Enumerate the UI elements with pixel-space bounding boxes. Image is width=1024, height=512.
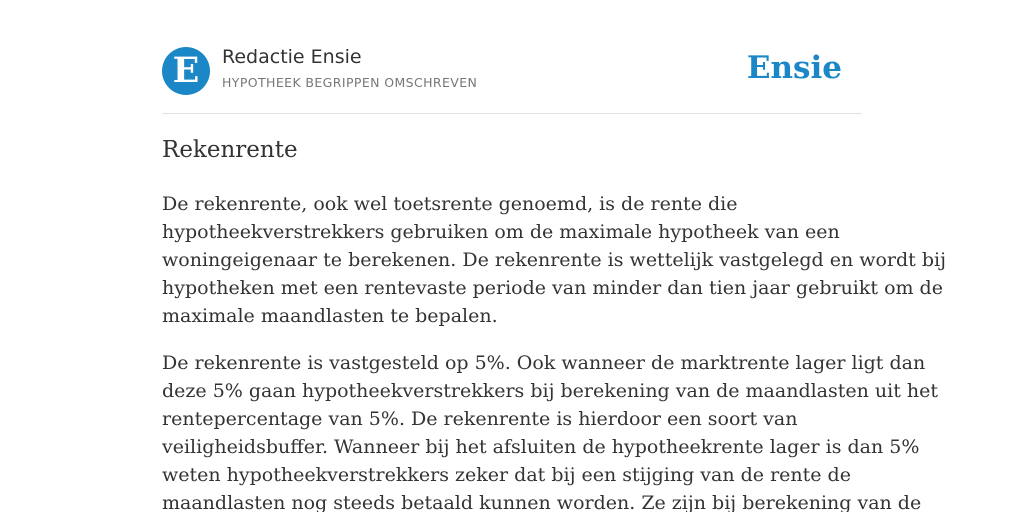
page-title: Rekenrente	[162, 137, 298, 163]
paragraph-line: weten hypotheekverstrekkers zeker dat bij een stijging van de rente de	[162, 464, 851, 486]
author-name[interactable]: Redactie Ensie	[222, 46, 362, 68]
paragraph-2	[162, 349, 939, 512]
brand-logo[interactable]: Ensie	[746, 50, 842, 86]
paragraph-line: maximale maandlasten te bepalen.	[162, 305, 498, 327]
paragraph-line: maandlasten nog steeds betaald kunnen worden. Ze zijn bij berekening van de	[162, 492, 922, 512]
category-label[interactable]: HYPOTHEEK BEGRIPPEN OMSCHREVEN	[222, 75, 478, 90]
paragraph-line: woningeigenaar te berekenen. De rekenrente is wettelijk vastgelegd en wordt bij	[162, 249, 946, 271]
article-header	[162, 44, 862, 114]
paragraph-line: hypotheken met een rentevaste periode van minder dan tien jaar gebruikt om de	[162, 277, 943, 299]
paragraph-line: deze 5% gaan hypotheekverstrekkers bij berekening van de maandlasten uit het	[162, 380, 939, 402]
paragraph-line: hypotheekverstrekkers gebruiken om de maximale hypotheek van een	[162, 221, 840, 243]
paragraph-line: De rekenrente is vastgesteld op 5%. Ook wanneer de marktrente lager ligt dan	[162, 352, 926, 374]
article-body	[162, 190, 946, 512]
paragraph-1	[162, 190, 946, 330]
paragraph-line: rentepercentage van 5%. De rekenrente is hierdoor een soort van	[162, 408, 798, 430]
paragraph-line: veiligheidsbuffer. Wanneer bij het afsluiten de hypotheekrente lager is dan 5%	[162, 436, 920, 458]
ensie-logo-icon[interactable]: E	[162, 47, 210, 95]
paragraph-line: De rekenrente, ook wel toetsrente genoemd, is de rente die	[162, 193, 738, 215]
